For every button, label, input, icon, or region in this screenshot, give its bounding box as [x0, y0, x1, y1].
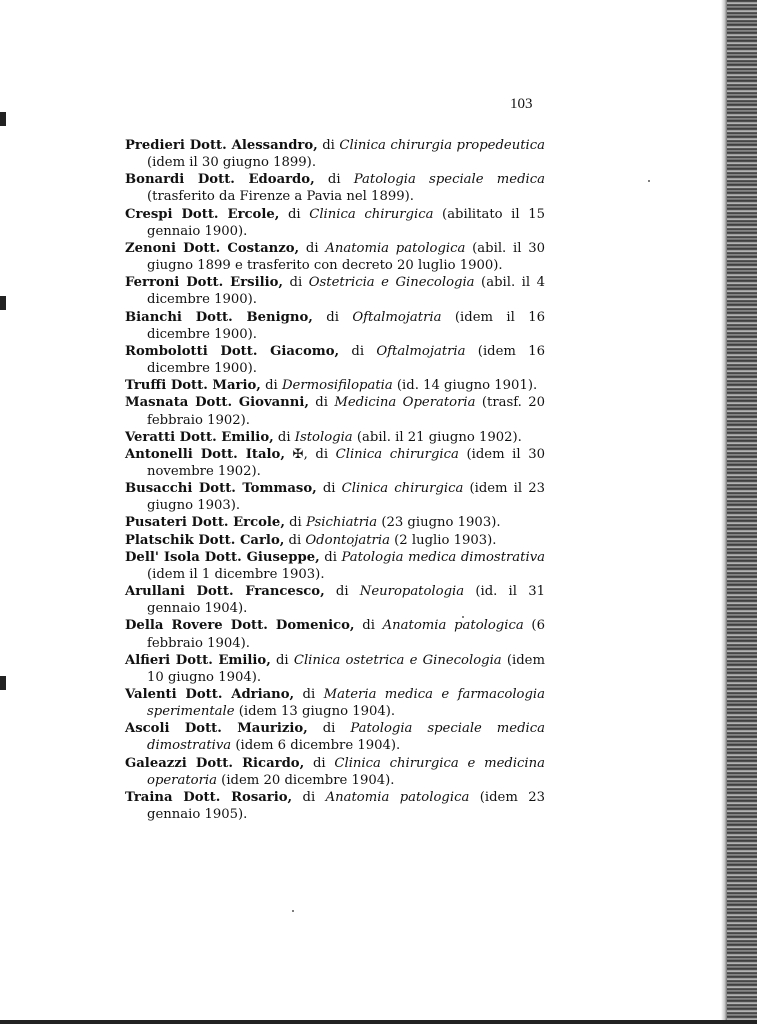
entry-prefix: di [273, 429, 295, 445]
entry-prefix: di [284, 515, 306, 531]
entry-detail: (idem il 30 novembre 1902). [147, 446, 545, 479]
entry-prefix: di [354, 618, 383, 634]
list-entry [125, 514, 545, 531]
entry-subject: Istologia [294, 429, 353, 445]
entry-subject: Clinica chirurgica [341, 481, 464, 497]
entry-subject: Oftalmojatria [376, 343, 466, 359]
list-entry [125, 549, 545, 583]
entry-subject: Ostetricia e Ginecologia [308, 275, 475, 291]
list-entry [125, 137, 545, 171]
entry-detail: (23 giugno 1903). [377, 515, 501, 531]
entry-name: Predieri Dott. Alessandro, [125, 138, 318, 153]
entry-name: Pusateri Dott. Ercole, [125, 515, 285, 531]
entry-subject: Clinica chirurgica e medicina operatoria [147, 755, 546, 788]
entry-name: Crespi Dott. Ercole, [125, 206, 280, 222]
entry-prefix: di [312, 309, 353, 325]
entry-subject: Psichiatria [305, 515, 378, 531]
list-entry [125, 309, 545, 343]
entry-name: Dell' Isola Dott. Giuseppe, [125, 549, 320, 565]
bottom-scan-border [0, 1020, 757, 1024]
entry-prefix: di [308, 395, 335, 411]
entry-detail: (abil. il 30 giugno 1899 e trasferito con decreto 20 luglio 1900). [147, 240, 545, 274]
list-entry [125, 377, 545, 394]
entry-name: Valenti Dott. Adriano, [125, 687, 295, 702]
entry-subject: Anatomia patologica [382, 618, 524, 634]
entry-detail: (trasferito da Firenze a Pavia nel 1899). [147, 189, 414, 205]
entry-name: Rombolotti Dott. Giacomo, [125, 343, 340, 359]
entry-subject: Materia medica e farmacologia sperimentale [147, 687, 546, 720]
entry-prefix: di [319, 549, 342, 565]
scan-speck [292, 910, 294, 912]
entry-name: Veratti Dott. Emilio, [125, 429, 274, 445]
list-entry [125, 789, 545, 823]
entry-prefix: ✠, di [284, 446, 336, 462]
list-entry [125, 532, 545, 549]
entry-subject: Clinica chirurgica [309, 206, 434, 222]
entry-detail: (idem 13 giugno 1904). [234, 704, 396, 720]
entry-name: Truffi Dott. Mario, [125, 378, 261, 394]
list-entry [125, 480, 545, 514]
list-entry [125, 446, 545, 480]
entry-name: Bianchi Dott. Benigno, [125, 309, 313, 325]
entry-detail: (idem il 23 giugno 1903). [147, 481, 545, 514]
faculty-list [125, 137, 545, 823]
entry-subject: Odontojatria [305, 532, 390, 548]
entry-subject: Anatomia patologica [325, 789, 470, 805]
entry-name: Della Rovere Dott. Domenico, [125, 618, 355, 634]
entry-detail: (abilitato il 15 gennaio 1900). [147, 206, 545, 239]
list-entry [125, 686, 545, 720]
entry-detail: (id. il 31 gennaio 1904). [147, 584, 546, 617]
entry-detail: (abil. il 21 giugno 1902). [352, 429, 522, 445]
list-entry [125, 755, 545, 789]
entry-prefix: di [260, 378, 282, 394]
entry-detail: (idem 16 dicembre 1900). [147, 343, 545, 377]
list-entry [125, 617, 545, 651]
list-entry [125, 720, 545, 754]
entry-prefix: di [317, 138, 340, 153]
entry-prefix: di [307, 721, 351, 737]
entry-subject: Patologia medica dimostrativa [341, 549, 545, 565]
entry-name: Busacchi Dott. Tommaso, [125, 481, 317, 497]
list-entry [125, 274, 545, 308]
list-entry [125, 343, 545, 377]
entry-detail: (idem 20 dicembre 1904). [216, 772, 395, 788]
entry-subject: Anatomia patologica [325, 240, 466, 256]
entry-prefix: di [283, 275, 309, 291]
entry-prefix: di [314, 172, 354, 188]
entry-name: Ascoli Dott. Maurizio, [125, 721, 308, 737]
entry-detail: (trasf. 20 febbraio 1902). [147, 395, 546, 428]
entry-detail: (idem 6 dicembre 1904). [231, 738, 401, 754]
entry-name: Alfieri Dott. Emilio, [125, 652, 271, 668]
entry-detail: (abil. il 4 dicembre 1900). [147, 275, 545, 308]
entry-subject: Patologia speciale medica dimostrativa [147, 721, 546, 754]
entry-subject: Clinica chirurgia propedeutica [339, 138, 545, 153]
entry-detail: (idem il 30 giugno 1899). [147, 155, 317, 171]
entry-prefix: di [316, 481, 342, 497]
entry-name: Traina Dott. Rosario, [125, 789, 293, 805]
list-entry [125, 652, 545, 686]
left-scan-mark [0, 676, 6, 690]
entry-subject: Medicina Operatoria [334, 395, 476, 411]
entry-name: Masnata Dott. Giovanni, [125, 395, 309, 411]
entry-subject: Clinica chirurgica [335, 446, 459, 462]
entry-prefix: di [324, 584, 360, 600]
entry-detail: (id. 14 giugno 1901). [392, 378, 538, 394]
list-entry [125, 171, 545, 205]
entry-detail: (idem il 1 dicembre 1903). [147, 566, 325, 582]
entry-name: Bonardi Dott. Edoardo, [125, 172, 315, 188]
page-edge-scan-artifact [727, 0, 757, 1024]
entry-subject: Clinica ostetrica e Ginecologia [293, 652, 502, 668]
entry-name: Antonelli Dott. Italo, [125, 446, 285, 462]
entry-subject: Neuropatologia [359, 584, 465, 600]
page-number: 103 [510, 96, 533, 112]
entry-prefix: di [339, 343, 377, 359]
entry-prefix: di [299, 240, 326, 256]
entry-subject: Oftalmojatria [352, 309, 442, 325]
entry-prefix: di [284, 532, 306, 548]
entry-name: Zenoni Dott. Costanzo, [125, 240, 300, 256]
scan-speck [648, 180, 650, 182]
left-scan-mark [0, 112, 6, 126]
left-scan-mark [0, 296, 6, 310]
list-entry [125, 583, 545, 617]
entry-detail: (idem 10 giugno 1904). [147, 652, 545, 685]
entry-name: Platschik Dott. Carlo, [125, 532, 285, 548]
list-entry [125, 429, 545, 446]
entry-name: Arullani Dott. Francesco, [125, 584, 325, 600]
entry-prefix: di [279, 206, 310, 222]
entry-detail: (idem 23 gennaio 1905). [147, 789, 546, 823]
list-entry [125, 206, 545, 240]
list-entry [125, 240, 545, 274]
entry-prefix: di [294, 687, 324, 702]
entry-prefix: di [292, 789, 326, 805]
entry-detail: (2 luglio 1903). [389, 532, 497, 548]
entry-subject: Patologia speciale medica [353, 172, 545, 188]
entry-name: Galeazzi Dott. Ricardo, [125, 755, 305, 771]
entry-name: Ferroni Dott. Ersilio, [125, 275, 283, 291]
entry-detail: (idem il 16 dicembre 1900). [147, 309, 546, 342]
entry-subject: Dermosifilopatia [281, 378, 393, 394]
entry-detail: (6 febbraio 1904). [147, 618, 545, 651]
entry-prefix: di [304, 755, 335, 771]
list-entry [125, 394, 545, 428]
entry-prefix: di [270, 652, 294, 668]
